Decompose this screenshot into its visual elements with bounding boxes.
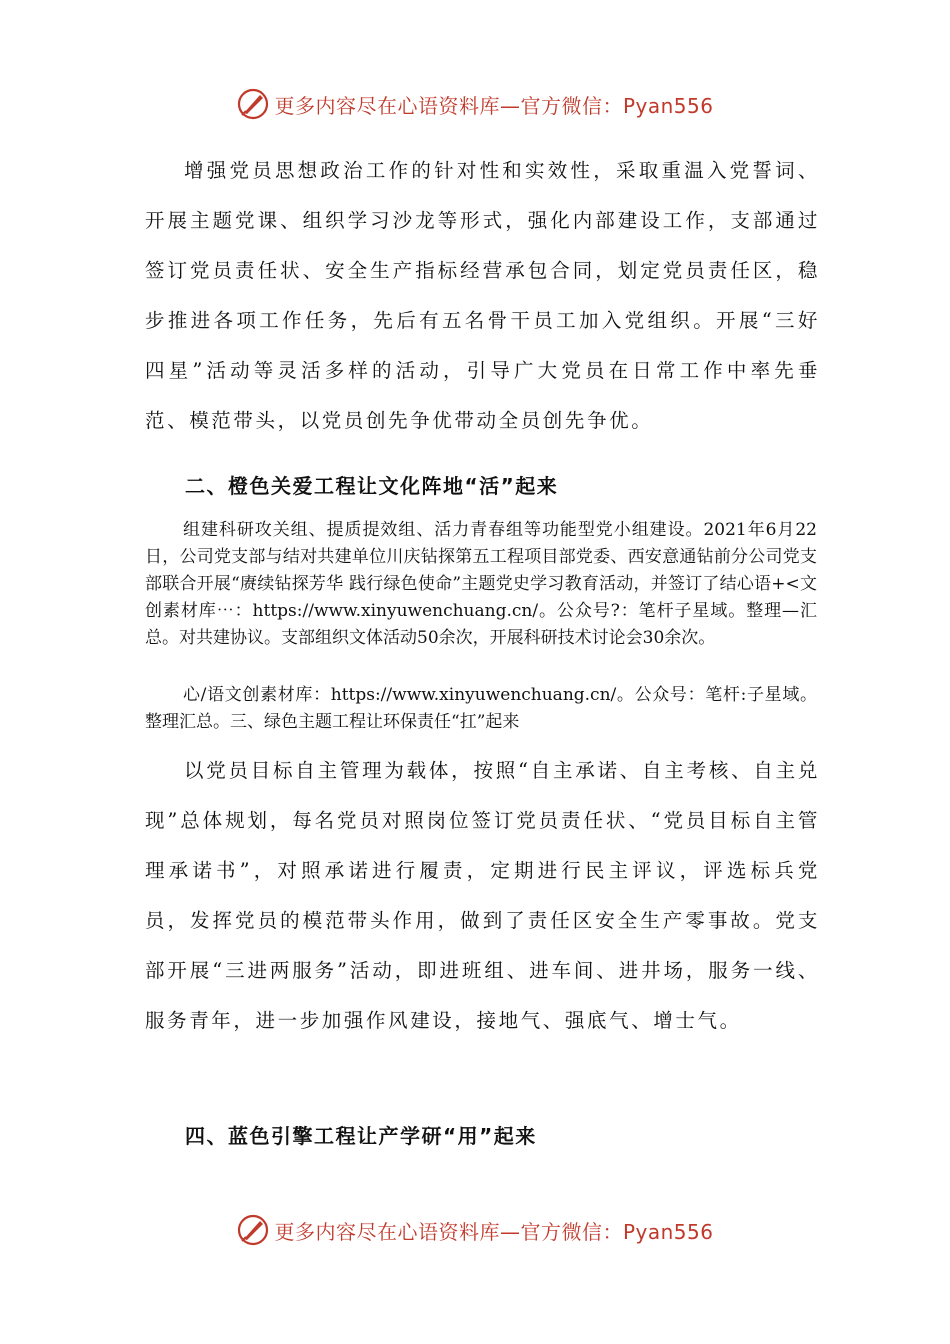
- paragraph-party-groups: 组建科研攻关组、提质提效组、活力青春组等功能型党小组建设。2021年6月22日，公司党支部与结对共建单位川庆钻探第五工程项目部党委、西安意通钻前分公司党支部联合开展“赓续钻探芳华 践行绿色使命”主题党史学习教育活动，并签订了结心语+<文创素材库⋯：https://www.xinyuwenchuang.cn/。公众号?：笔杆子星域。整理—汇总。对共建协议。支部组织文体活动50余次，开展科研技术讨论会30余次。: [145, 520, 817, 648]
- header-banner: [0, 84, 950, 124]
- heading-blue-engine: 四、蓝色引擎工程让产学研“用”起来: [185, 1124, 537, 1148]
- paragraph-green-theme: 心/语文创素材库：https://www.xinyuwenchuang.cn/。公众号：笔杆:子星域。整理汇总。三、绿色主题工程让环保责任“扛”起来: [145, 685, 817, 732]
- heading-orange-care: 二、橙色关爱工程让文化阵地“活”起来: [185, 474, 559, 498]
- quill-logo-icon: [236, 1213, 270, 1247]
- paragraph-self-management: 以党员目标自主管理为载体，按照“自主承诺、自主考核、自主兑现”总体规划，每名党员对照岗位签订党员责任状、“党员目标自主管理承诺书”，对照承诺进行履责，定期进行民主评议，评选标兵党员，发挥党员的模范带头作用，做到了责任区安全生产零事故。党支部开展“三进两服务”活动，即进班组、进车间、进井场，服务一线、服务青年，进一步加强作风建设，接地气、强底气、增士气。: [145, 759, 820, 1032]
- footer-banner: [0, 1210, 950, 1250]
- footer-banner-text: 更多内容尽在心语资料库—官方微信：Pyan556: [274, 1219, 714, 1244]
- header-banner-text: 更多内容尽在心语资料库—官方微信：Pyan556: [274, 93, 714, 118]
- paragraph-party-work: 增强党员思想政治工作的针对性和实效性，采取重温入党誓词、开展主题党课、组织学习沙龙等形式，强化内部建设工作，支部通过签订党员责任状、安全生产指标经营承包合同，划定党员责任区，稳步推进各项工作任务，先后有五名骨干员工加入党组织。开展“三好四星”活动等灵活多样的活动，引导广大党员在日常工作中率先垂范、模范带头，以党员创先争优带动全员创先争优。: [145, 159, 820, 432]
- quill-logo-icon: [236, 87, 270, 121]
